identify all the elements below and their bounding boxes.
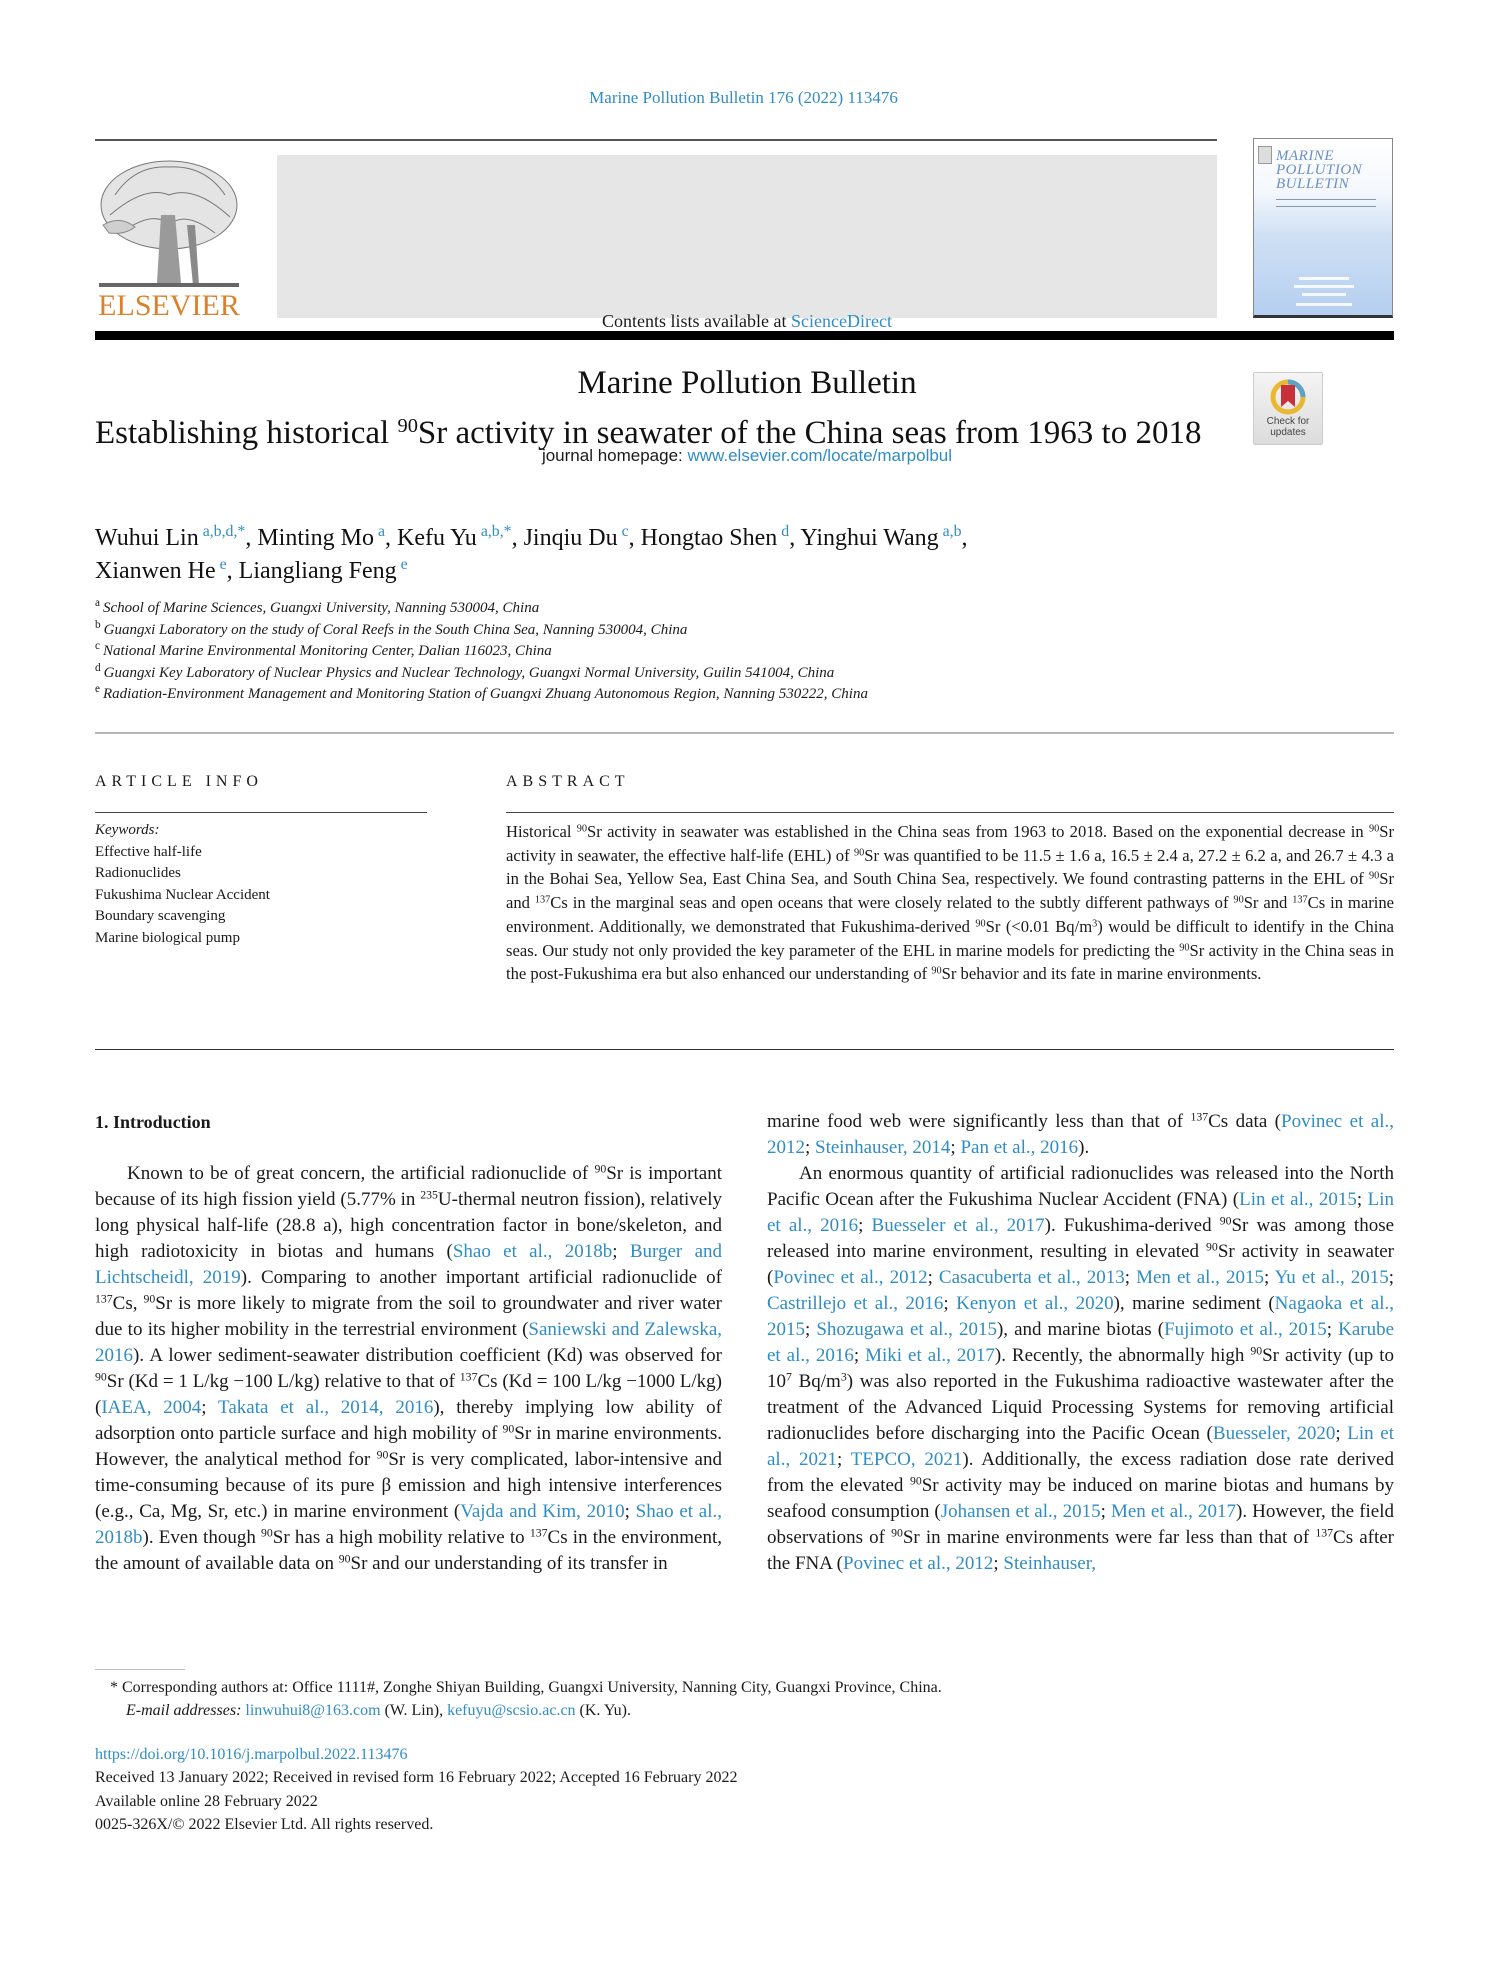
cover-subtitle-lines [1276,199,1376,207]
author-affiliation-marks[interactable]: d [781,523,790,541]
isotope-superscript: 90 [1206,1240,1218,1254]
affiliation-key: a [95,596,100,609]
text-run: ; [836,1449,851,1470]
abstract-bottom-divider [95,1049,1394,1050]
isotope-superscript: 137 [1315,1526,1334,1540]
author-affiliation-marks[interactable]: a [378,523,386,541]
journal-name: Marine Pollution Bulletin [577,365,917,401]
author-affiliation-marks[interactable]: a,b,* [480,523,512,541]
text-run: Sr has a high mobility relative to [272,1527,530,1548]
text-run: Sr activity in the China seas in the post-Fukushima era but also enhanced our understanding of [506,940,1394,984]
citation-link[interactable]: Men et al., 2017 [1110,1501,1237,1522]
body-paragraph [95,1161,722,1577]
isotope-superscript: 90 [338,1552,351,1566]
keyword: Boundary scavenging [95,908,226,925]
keywords-label: Keywords: [95,822,160,838]
text-run: ; [1388,1267,1395,1288]
isotope-superscript: 90 [909,1474,922,1488]
affiliation-list [95,598,1295,706]
isotope-superscript: 137 [1190,1110,1209,1124]
citation-link[interactable]: Saniewski and Zalewska, 2016 [95,1319,722,1366]
affiliation-text: National Marine Environmental Monitoring Center, Dalian 116023, China [103,643,552,659]
email-owner: (W. Lin), [380,1702,448,1719]
affiliation-key: e [95,682,100,695]
isotope-superscript: 137 [1292,894,1308,906]
text-run: Sr is more likely to migrate from the soil to groundwater and river water due to its higher mobility in the terrestrial environment ( [95,1293,722,1340]
body-paragraph [767,1161,1394,1577]
journal-homepage-link[interactable]: www.elsevier.com/locate/marpolbul [687,446,953,465]
header-thick-rule [95,331,1394,340]
author-separator: , [628,525,641,551]
text-run: Bq/m [791,1371,841,1392]
citation-link[interactable]: Pan et al., 2016 [960,1137,1079,1158]
affiliation-text: Radiation-Environment Management and Monitoring Station of Guangxi Zhuang Autonomous Region, Nanning 530222, China [103,686,868,702]
text-run: ; [993,1553,1004,1574]
text-run: Cs in marine environment. Additionally, we demonstrated that Fukushima-derived [506,893,1394,936]
isotope-superscript: 137 [95,1292,113,1306]
affiliation-divider [95,732,1394,734]
text-run: ), thereby implying low ability of adsorption onto particle surface and high mobility of [95,1397,722,1444]
affiliation [95,684,1295,706]
author-separator: , [511,525,524,551]
text-run: Sr activity may be induced on marine biotas and humans by seafood consumption ( [767,1475,1395,1522]
contents-line [277,311,1217,332]
elsevier-logo [95,155,243,319]
journal-citation-link[interactable]: Marine Pollution Bulletin 176 (2022) 113476 [589,88,898,107]
author-affiliation-marks[interactable]: e [400,556,408,574]
author[interactable]: Wuhui Lin [95,525,199,551]
email-owner: (K. Yu). [575,1702,631,1719]
isotope-superscript: 90 [502,1422,515,1436]
abstract-divider [506,812,1394,813]
citation-link[interactable]: IAEA, 2004 [101,1397,202,1418]
isotope-superscript: 90 [1368,870,1380,882]
citation-link[interactable]: Buesseler, 2020 [1212,1423,1336,1444]
text-run: Sr and [506,869,1394,913]
citation-link[interactable]: Kenyon et al., 2020 [956,1293,1114,1314]
text-run: Cs, [112,1293,144,1314]
affiliation [95,641,1295,663]
text-run: ). However, the field observations of [767,1501,1395,1548]
text-run: Sr is important because of its high fission yield (5.77% in [95,1163,722,1210]
text-run: Cs in the environment, the amount of available data on [95,1527,722,1574]
text-run: Historical [506,822,577,841]
isotope-superscript: 90 [1250,1344,1263,1358]
keyword: Marine biological pump [95,929,240,946]
citation-link[interactable]: Povinec et al., 2012 [843,1553,994,1574]
citation-link[interactable]: Povinec et al., 2012 [773,1267,928,1288]
corresponding-line [110,1676,1310,1699]
text-run: ). Comparing to another important artificial radionuclide of [240,1267,722,1288]
text-run: ; [1335,1423,1348,1444]
text-run: Cs (Kd = 100 L/kg −1000 L/kg) ( [95,1371,722,1418]
text-run: Cs data ( [1208,1111,1282,1132]
affiliation [95,620,1295,642]
homepage-prefix: journal homepage: [541,446,688,465]
citation-link[interactable]: Miki et al., 2017 [865,1345,995,1366]
isotope-superscript: 3 [1092,918,1098,930]
citation-link[interactable]: Shao et al., 2018b [95,1501,722,1548]
text-run: Cs after the FNA ( [767,1527,1394,1574]
affiliation-text: Guangxi Key Laboratory of Nuclear Physics and Nuclear Technology, Guangxi Normal University, Guilin 541004, China [103,664,835,681]
title-text: Establishing historical [95,415,398,451]
isotope-superscript: 137 [529,1526,548,1540]
text-run: Sr activity in seawater, the effective half-life (EHL) of [506,822,1394,865]
affiliation [95,598,1295,620]
citation-link[interactable]: Lin et al., 2015 [1239,1189,1357,1210]
text-run: ). A lower sediment-seawater distribution coefficient (Kd) was observed for [133,1345,722,1366]
cover-logo-icon [1258,146,1272,164]
email-link-yu[interactable]: kefuyu@scsio.ac.cn [447,1702,576,1719]
isotope-superscript: 90 [261,1526,273,1540]
isotope-superscript: 3 [840,1370,847,1384]
citation-link[interactable]: Castrillejo et al., 2016 [767,1293,944,1314]
author[interactable]: Jinqiu Du [523,525,618,551]
footnote-rule [95,1669,185,1670]
keyword: Effective half-life [95,843,202,860]
author-list [95,522,1325,588]
isotope-superscript: 90 [931,965,942,977]
text-run: Sr and our understanding of its transfer in [350,1553,668,1574]
copyright: 0025-326X/© 2022 Elsevier Ltd. All rights reserved. [95,1816,434,1834]
author-separator: , [226,558,239,584]
text-run: U-thermal neutron fission), relatively long physical half-life (28.8 a), high concentration factor in bone/skeleton, and high radiotoxicity in biotas and humans ( [95,1189,723,1262]
article-title [95,412,1225,455]
text-run: ). Fukushima-derived [1044,1215,1220,1236]
body-column-right [767,1109,1394,1577]
citation-link[interactable]: Buesseler et al., 2017 [871,1215,1045,1236]
text-run: ; [1263,1267,1275,1288]
isotope-superscript: 90 [594,1162,607,1176]
text-run: ). Even though [142,1527,262,1548]
author-separator: , [385,525,398,551]
isotope-superscript: 90 [576,823,588,835]
text-run: ; [1356,1189,1368,1210]
article-info-divider [95,812,427,813]
sciencedirect-link[interactable]: ScienceDirect [791,311,892,331]
text-run: Cs in the marginal seas and open oceans that were closely related to the subtly different pathways of [550,893,1234,913]
text-run: ; [1124,1267,1137,1288]
author-affiliation-marks[interactable]: a,b,d,* [202,523,246,541]
text-run: Sr activity in seawater ( [767,1241,1394,1288]
cover-reflection [1296,303,1352,306]
isotope-superscript: 90 [854,847,865,859]
text-run: Sr was quantified to be 11.5 ± 1.6 a, 16.5 ± 2.4 a, 27.2 ± 6.2 a, and 26.7 ± 4.3 a in the Bohai Sea, Yellow Sea, East China Sea, and South China Sea, respectively. We found contrasting patterns in the EHL of [506,845,1395,889]
text-run: ; [858,1215,872,1236]
text-run: ; [201,1397,219,1418]
text-run: Sr (Kd = 1 L/kg −100 L/kg) relative to that of [106,1371,460,1392]
citation-link[interactable]: Fujimoto et al., 2015 [1164,1319,1327,1340]
email-line [110,1699,1310,1722]
author[interactable]: Yinghui Wang [800,525,939,551]
footnote-marker: * [110,1679,118,1696]
text-run: Sr (<0.01 Bq/m [985,916,1093,936]
text-run: Sr behavior and its fate in marine environments. [941,964,1262,984]
doi-link[interactable]: https://doi.org/10.1016/j.marpolbul.2022.113476 [95,1746,408,1763]
crossmark-label [1254,416,1322,438]
text-run: ; [805,1319,817,1340]
text-run: Sr in marine environments. However, the analytical method for [95,1423,723,1470]
email-link-lin[interactable]: linwuhui8@163.com [245,1702,381,1719]
body-column-left [95,1109,722,1577]
keywords-block [95,820,270,950]
author-separator: , [961,525,968,551]
isotope-superscript: 90 [143,1292,156,1306]
author-separator: , [789,525,801,551]
corresponding-text: Corresponding authors at: Office 1111#, Zonghe Shiyan Building, Guangxi University, Nanning City, Guangxi Province, China. [122,1679,942,1696]
corresponding-author-footnote [110,1676,1310,1722]
received-dates: Received 13 January 2022; Received in revised form 16 February 2022; Accepted 16 February 2022 [95,1769,738,1787]
citation-link[interactable]: Yu et al., 2015 [1274,1267,1389,1288]
text-run: ; [927,1267,939,1288]
cover-title-line: BULLETIN [1276,176,1350,192]
author-affiliation-marks[interactable]: c [621,523,629,541]
isotope-superscript: 137 [459,1370,478,1384]
text-run: ). Additionally, the excess radiation dose rate derived from the elevated [767,1449,1394,1496]
isotope-superscript: 90 [891,1526,903,1540]
text-run: ; [805,1137,816,1158]
citation-link[interactable]: Takata et al., 2014, 2016 [218,1397,434,1418]
affiliation-key: b [95,618,101,631]
cover-reflection [1302,293,1346,296]
author[interactable]: Kefu Yu [397,525,477,551]
crossmark-icon [1268,377,1308,417]
text-run: ; [1100,1501,1111,1522]
author-separator: , [245,525,258,551]
isotope-superscript: 7 [786,1370,792,1384]
check-for-updates-button[interactable] [1253,372,1323,445]
affiliation-key: c [95,639,100,652]
text-run: ) would be difficult to identify in the China seas. Our study not only provided the key parameter of the EHL in marine models for predicting the [506,916,1394,960]
header-rule [95,139,1217,141]
citation-link[interactable]: Casacuberta et al., 2013 [938,1267,1125,1288]
citation-link[interactable]: Karube et al., 2016 [767,1319,1395,1366]
affiliation-key: d [95,661,101,674]
text-run: marine food web were significantly less than that of [767,1111,1191,1132]
cover-title-line: POLLUTION [1276,162,1363,178]
keyword: Radionuclides [95,865,181,882]
author[interactable]: Minting Mo [257,525,375,551]
author[interactable]: Xianwen He [95,558,216,584]
available-online: Available online 28 February 2022 [95,1792,318,1810]
text-run: ; [950,1137,961,1158]
journal-cover-thumbnail[interactable] [1253,138,1393,318]
citation-link[interactable]: Men et al., 2015 [1136,1267,1264,1288]
affiliation-text: Guangxi Laboratory on the study of Coral Reefs in the South China Sea, Nanning 530004, China [103,621,688,638]
citation-link[interactable]: Vajda and Kim, 2010 [460,1501,625,1522]
text-run: ). [1078,1137,1090,1158]
isotope-superscript: 90 [376,1448,389,1462]
cover-title-line: MARINE [1276,148,1334,164]
citation-link[interactable]: Johansen et al., 2015 [940,1501,1101,1522]
body-paragraph [767,1109,1394,1161]
title-superscript: 90 [397,414,418,437]
text-run: ; [612,1241,630,1262]
text-run: ; [943,1293,957,1314]
citation-link[interactable]: Nagaoka et al., 2015 [767,1293,1395,1340]
text-run: ). Recently, the abnormally high [994,1345,1251,1366]
text-run: Known to be of great concern, the artificial radionuclide of [127,1163,595,1184]
elsevier-tree-icon [95,155,243,319]
author[interactable]: Liangliang Feng [238,558,397,584]
affiliation [95,663,1295,685]
text-run: Sr activity in seawater was established in the China seas from 1963 to 2018. Based on the exponential decrease in [587,822,1369,841]
text-run: ), and marine biotas ( [996,1319,1165,1340]
isotope-superscript: 90 [95,1370,107,1384]
text-run: ) was also reported in the Fukushima radioactive wastewater after the treatment of the Advanced Liquid Processing Systems for removing artificial radionuclides before discharging into the Pacific Ocean ( [767,1371,1394,1444]
affiliation-text: School of Marine Sciences, Guangxi University, Nanning 530004, China [103,600,540,616]
citation-link[interactable]: TEPCO, 2021 [850,1449,963,1470]
isotope-superscript: 235 [420,1188,438,1202]
isotope-superscript: 137 [534,894,551,906]
abstract-text [506,820,1394,986]
citation-link[interactable]: Steinhauser, [1003,1553,1097,1574]
crossmark-label-line: Check for [1266,416,1310,427]
keyword: Fukushima Nuclear Accident [95,886,270,903]
text-run: Sr activity (up to 10 [767,1345,1394,1392]
text-run: An enormous quantity of artificial radionuclides was released into the North Pacific Ocean after the Fukushima Nuclear Accident (FNA) ( [767,1163,1394,1210]
author-affiliation-marks[interactable]: e [219,556,227,574]
elsevier-wordmark: ELSEVIER [98,289,240,319]
citation-link[interactable]: Burger and Lichtscheidl, 2019 [95,1241,722,1288]
contents-prefix: Contents lists available at [602,311,791,331]
cover-reflection [1294,285,1354,288]
publication-info [95,1743,1295,1837]
author[interactable]: Hongtao Shen [640,525,778,551]
title-text: Sr activity in seawater of the China seas from 1963 to 2018 [417,415,1202,451]
crossmark-label-line: updates [1270,427,1306,438]
citation-link[interactable]: Lin et al., 2021 [767,1423,1394,1470]
text-run: ; [1326,1319,1339,1340]
cover-reflection [1299,277,1349,280]
citation-link[interactable]: Povinec et al., 2012 [767,1111,1394,1158]
isotope-superscript: 90 [1179,941,1190,953]
isotope-superscript: 90 [975,918,986,930]
citation-link[interactable]: Shozugawa et al., 2015 [816,1319,997,1340]
text-run: Sr is very complicated, labor-intensive and time-consuming because of its pure β emission and high intensive interferences (e.g., Ca, Mg, Sr, etc.) in marine environment ( [95,1449,722,1522]
abstract-heading: ABSTRACT [506,773,630,790]
cover-title [1276,149,1362,191]
text-run: Sr was among those released into marine environment, resulting in elevated [767,1215,1395,1262]
article-info-heading: ARTICLE INFO [95,773,263,790]
text-run: ; [853,1345,866,1366]
isotope-superscript: 90 [1368,823,1380,835]
text-run: Sr in marine environments were far less than that of [902,1527,1316,1548]
text-run: ; [624,1501,636,1522]
citation-link[interactable]: Steinhauser, 2014 [815,1137,951,1158]
isotope-superscript: 90 [1219,1214,1232,1228]
citation-link[interactable]: Shao et al., 2018b [452,1241,613,1262]
isotope-superscript: 90 [1233,894,1244,906]
email-label: E-mail addresses: [126,1702,242,1719]
section-heading-introduction: 1. Introduction [95,1112,211,1132]
text-run: Sr and [1243,893,1293,913]
author-affiliation-marks[interactable]: a,b [942,523,962,541]
citation-link[interactable]: Lin et al., 2016 [767,1189,1394,1236]
text-run: ), marine sediment ( [1113,1293,1275,1314]
